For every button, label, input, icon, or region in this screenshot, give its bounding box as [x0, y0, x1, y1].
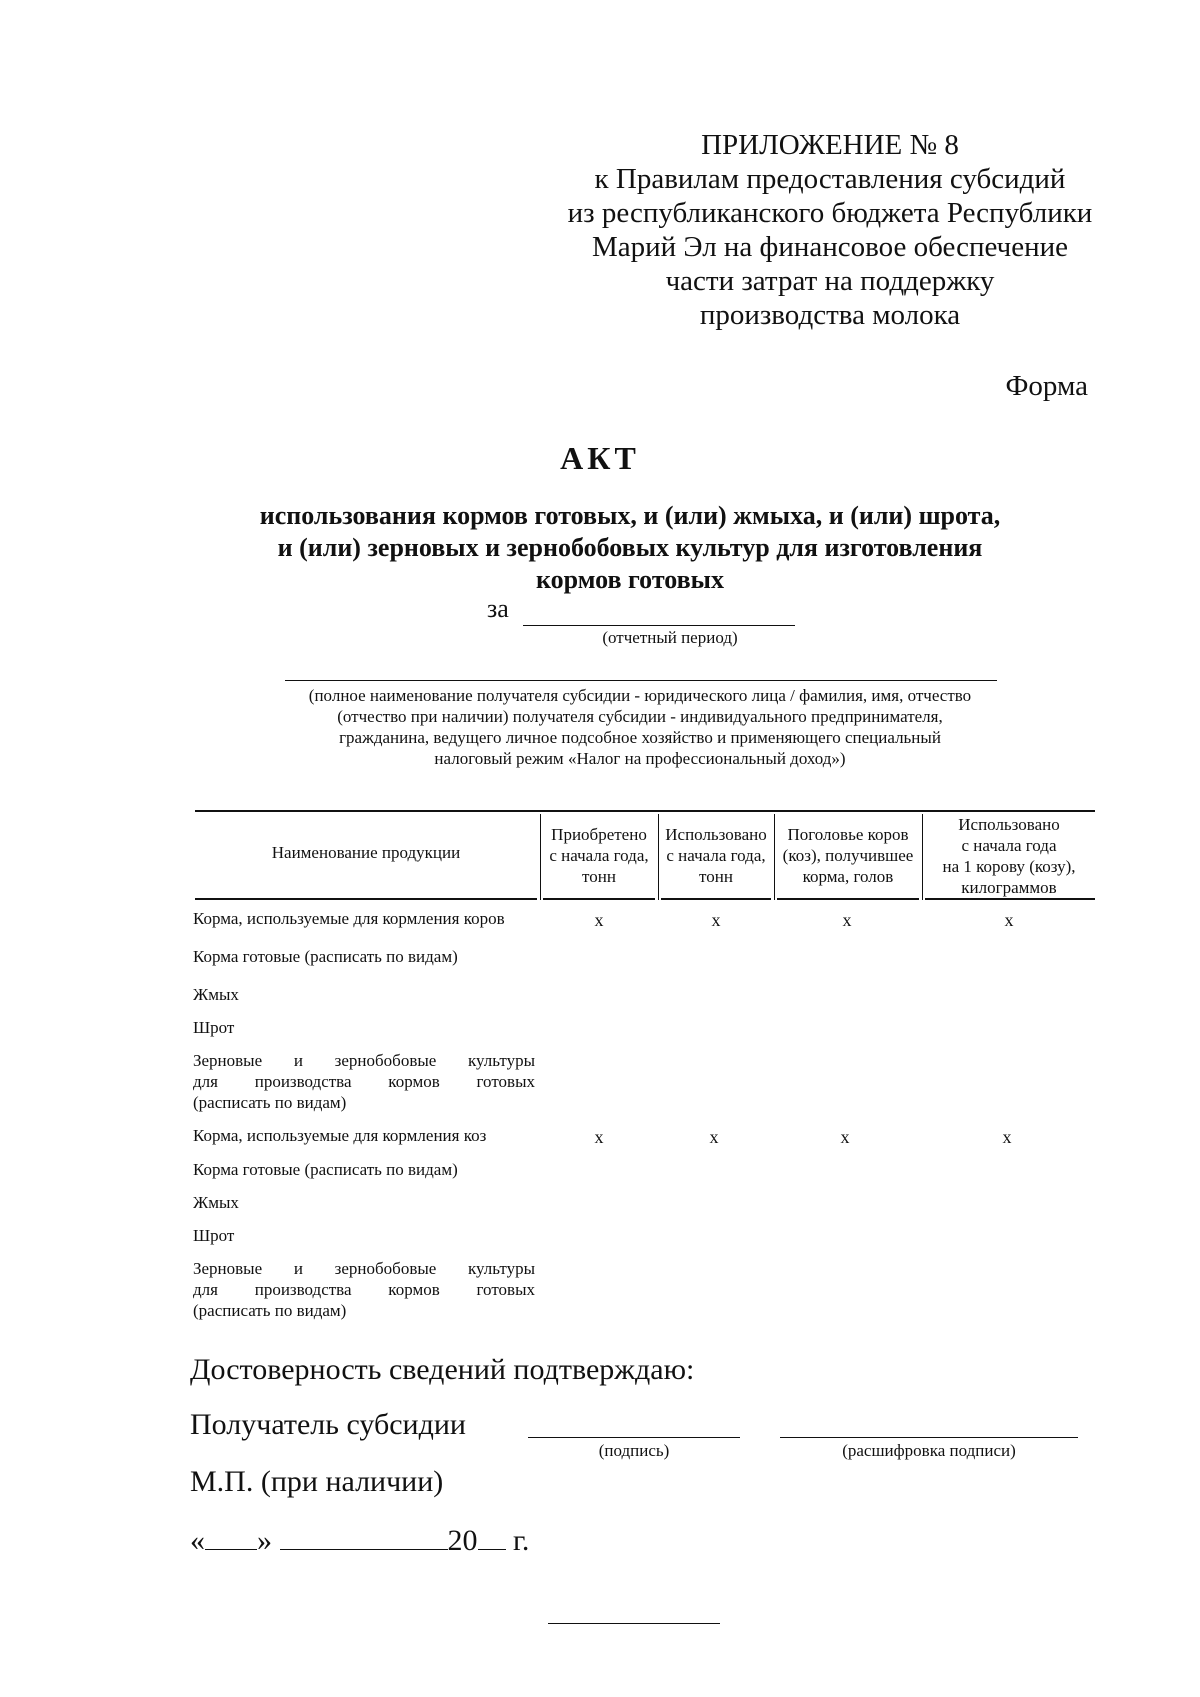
appendix-line: из республиканского бюджета Республики [567, 197, 1093, 229]
table-cell: x [842, 910, 852, 930]
header-text: корма, голов [802, 867, 894, 886]
signature-decode-caption: (расшифровка подписи) [842, 1441, 1016, 1460]
header-text: на 1 корову (козу), [942, 857, 1076, 876]
table-row [193, 1017, 535, 1038]
header-text: (коз), получившее [782, 846, 914, 865]
recipient-label: Получатель субсидии [190, 1408, 466, 1441]
subtitle-line: кормов готовых [536, 565, 724, 594]
header-text: Наименование продукции [271, 843, 461, 862]
period-prefix: за [487, 594, 509, 623]
header-product-name [195, 842, 537, 863]
period-caption: (отчетный период) [602, 628, 738, 647]
header-text: Приобретено [551, 825, 647, 844]
table-cell: x [840, 1127, 850, 1147]
table-cell: x [709, 1127, 719, 1147]
header-purchased [541, 824, 657, 887]
row-label: Зерновые и зернобобовые культуры [193, 1259, 535, 1278]
document-title: АКТ [560, 440, 640, 476]
appendix-header [560, 128, 1100, 332]
row-label: для производства кормов готовых [193, 1072, 535, 1091]
date-field [190, 1524, 529, 1558]
header-per-head [923, 814, 1095, 898]
table-cell: x [711, 910, 721, 930]
header-livestock [775, 824, 921, 887]
appendix-line: производства молока [699, 299, 961, 331]
table-row [193, 1125, 535, 1146]
reporting-period [487, 594, 509, 624]
table-row [193, 1050, 535, 1113]
row-label: Шрот [193, 1018, 235, 1037]
date-close-quote: » [257, 1524, 272, 1557]
table-row [193, 946, 535, 967]
table-cell: x [594, 1127, 604, 1147]
table-cell: x [594, 910, 604, 930]
header-underline [661, 898, 771, 900]
recipient-caption-line: налоговый режим «Налог на профессиональный доход») [434, 749, 846, 768]
header-used [659, 824, 773, 887]
row-label: Шрот [193, 1226, 235, 1245]
header-underline [925, 898, 1095, 900]
header-text: Поголовье коров [787, 825, 909, 844]
header-text: с начала года, [666, 846, 766, 865]
row-label: (расписать по видам) [193, 1093, 347, 1112]
recipient-caption-line: (отчество при наличии) получателя субсидии - индивидуального предпринимателя, [337, 707, 943, 726]
table-row [193, 1159, 535, 1180]
header-text: килограммов [961, 878, 1057, 897]
table-row [193, 984, 535, 1005]
header-text: тонн [699, 867, 733, 886]
month-blank[interactable] [280, 1525, 448, 1550]
table-row [193, 1225, 535, 1246]
row-label: для производства кормов готовых [193, 1280, 535, 1299]
confirmation-statement: Достоверность сведений подтверждаю: [190, 1353, 695, 1386]
row-label: Жмых [193, 985, 239, 1004]
header-text: тонн [582, 867, 616, 886]
table-cell: x [1004, 910, 1014, 930]
table-row [193, 1258, 535, 1321]
recipient-caption [260, 685, 1020, 769]
signature-blank-line[interactable] [528, 1437, 740, 1438]
recipient-caption-line: гражданина, ведущего личное подсобное хозяйство и применяющего специальный [339, 728, 941, 747]
period-blank-line[interactable] [523, 625, 795, 626]
appendix-line: к Правилам предоставления субсидий [594, 163, 1066, 195]
header-text: Использовано [665, 825, 767, 844]
table-row [193, 908, 535, 929]
recipient-caption-line: (полное наименование получателя субсидии - юридического лица / фамилия, имя, отчество [308, 686, 972, 705]
header-underline [777, 898, 919, 900]
appendix-line: Марий Эл на финансовое обеспечение [591, 231, 1068, 263]
form-label: Форма [1005, 370, 1088, 402]
row-label: (расписать по видам) [193, 1301, 347, 1320]
footer-separator [548, 1623, 720, 1624]
subtitle-line: использования кормов готовых, и (или) жмыха, и (или) шрота, [259, 501, 1001, 530]
subtitle-line: и (или) зерновых и зернобобовых культур для изготовления [277, 533, 983, 562]
day-blank[interactable] [205, 1525, 257, 1550]
row-label: Зерновые и зернобобовые культуры [193, 1051, 535, 1070]
header-underline [543, 898, 655, 900]
row-label: Корма готовые (расписать по видам) [193, 1160, 458, 1179]
appendix-line: части затрат на поддержку [665, 265, 995, 297]
table-top-border [195, 810, 1095, 812]
header-text: Использовано [958, 815, 1060, 834]
table-row [193, 1192, 535, 1213]
appendix-title: ПРИЛОЖЕНИЕ № 8 [701, 129, 959, 161]
document-subtitle [200, 500, 1060, 596]
row-label: Корма, используемые для кормления коров [193, 909, 505, 928]
header-text: с начала года [961, 836, 1057, 855]
year-prefix: 20 [447, 1524, 478, 1557]
signature-decode-blank-line[interactable] [780, 1437, 1078, 1438]
recipient-name-blank-line[interactable] [285, 680, 997, 681]
year-blank[interactable] [478, 1525, 506, 1550]
table-cell: x [1002, 1127, 1012, 1147]
row-label: Жмых [193, 1193, 239, 1212]
header-text: с начала года, [549, 846, 649, 865]
stamp-label: М.П. (при наличии) [190, 1465, 444, 1498]
header-underline [195, 898, 537, 900]
date-open-quote: « [190, 1524, 205, 1557]
row-label: Корма, используемые для кормления коз [193, 1126, 487, 1145]
signature-caption: (подпись) [598, 1441, 670, 1460]
row-label: Корма готовые (расписать по видам) [193, 947, 458, 966]
year-suffix: г. [513, 1524, 530, 1557]
